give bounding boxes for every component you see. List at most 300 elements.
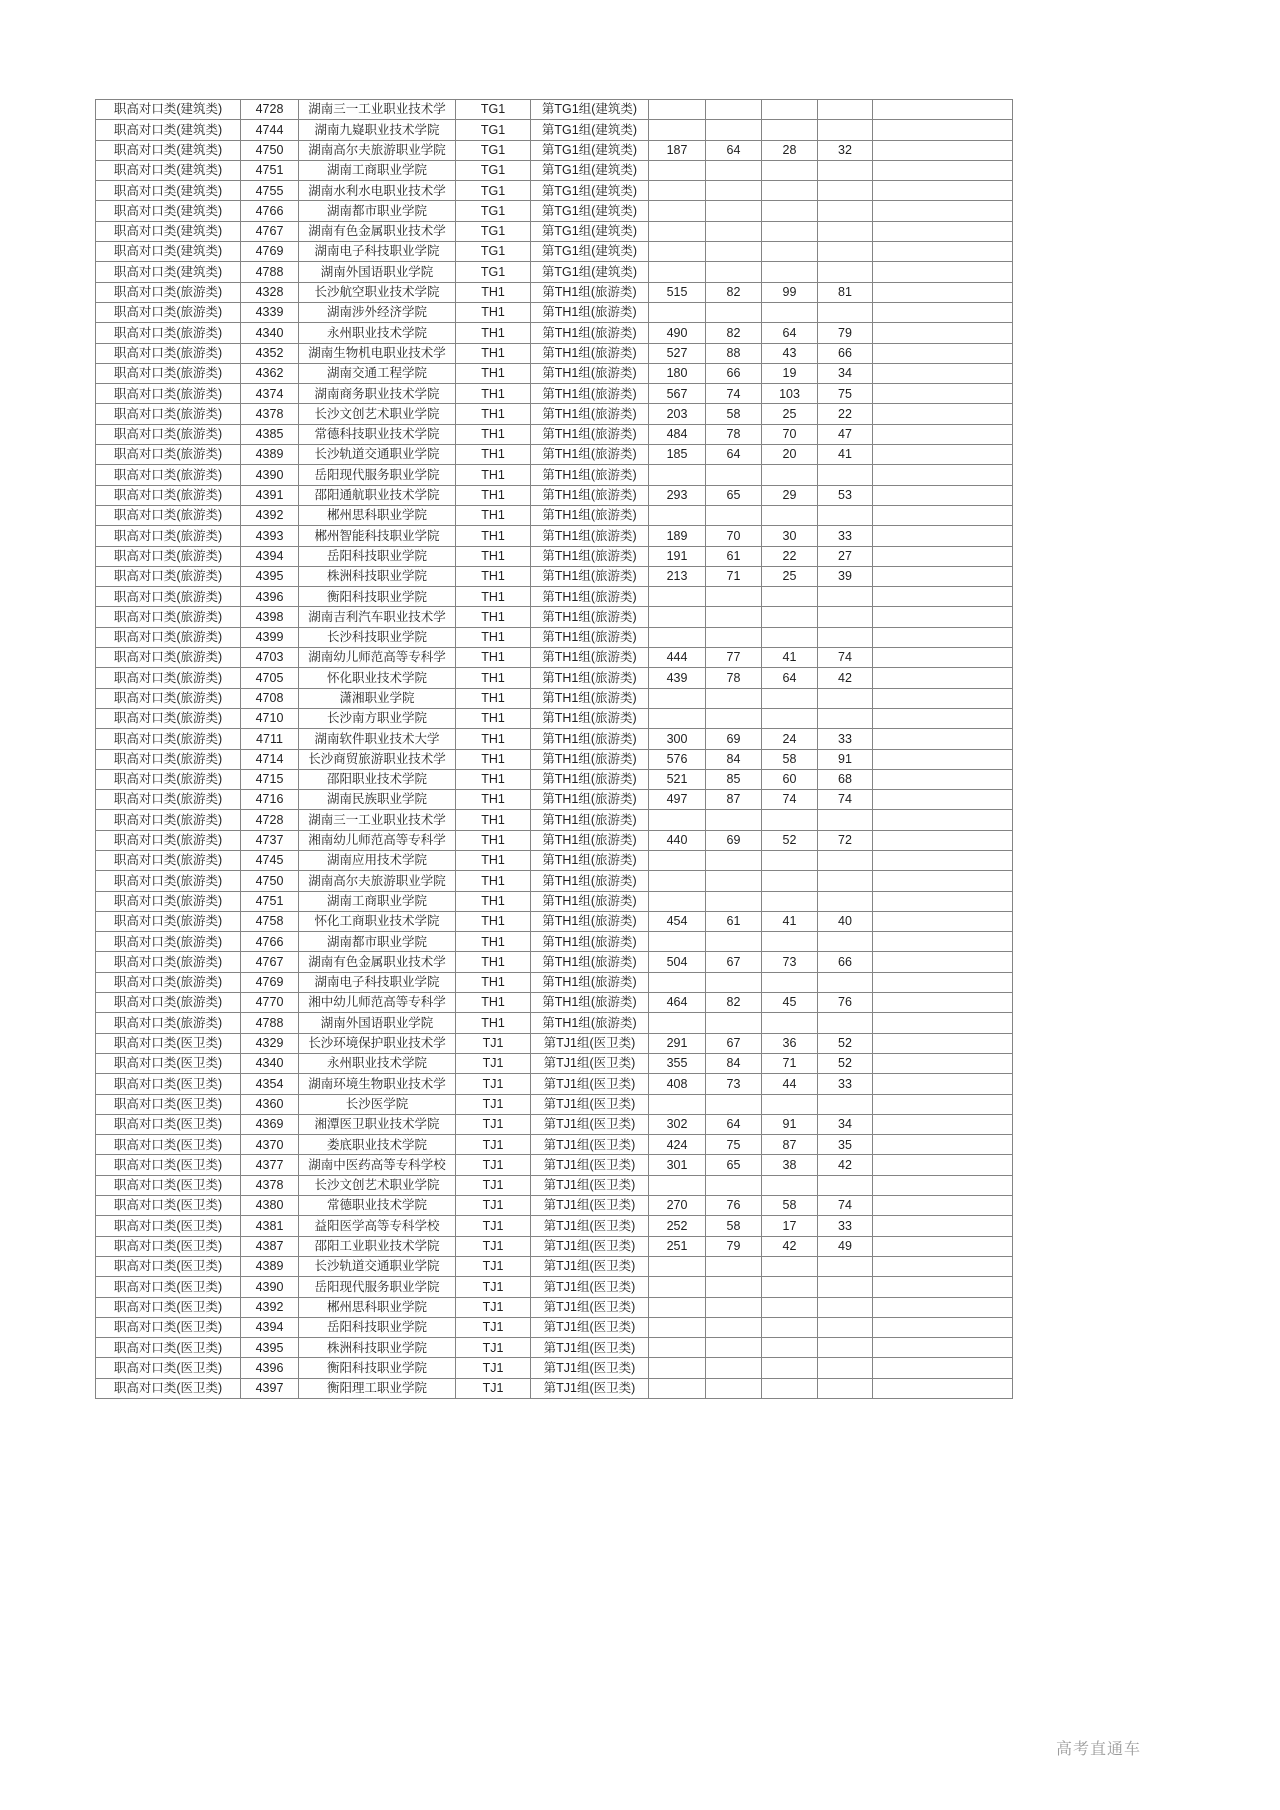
cell-category: 职高对口类(旅游类) — [96, 526, 241, 546]
cell-category: 职高对口类(旅游类) — [96, 952, 241, 972]
cell-blank — [873, 688, 1013, 708]
table-row — [96, 546, 1013, 566]
cell-school: 湖南幼儿师范高等专科学 — [299, 648, 456, 668]
cell-category: 职高对口类(旅游类) — [96, 790, 241, 810]
cell-category: 职高对口类(旅游类) — [96, 1013, 241, 1033]
cell-category: 职高对口类(建筑类) — [96, 160, 241, 180]
cell-school: 怀化职业技术学院 — [299, 668, 456, 688]
cell-group-code: TJ1 — [456, 1338, 531, 1358]
cell-score-4 — [818, 607, 873, 627]
cell-group-code: TG1 — [456, 140, 531, 160]
cell-school: 湖南电子科技职业学院 — [299, 242, 456, 262]
cell-group-code: TH1 — [456, 891, 531, 911]
cell-blank — [873, 221, 1013, 241]
cell-group-code: TJ1 — [456, 1277, 531, 1297]
cell-code: 4394 — [241, 1317, 299, 1337]
cell-group-name: 第TH1组(旅游类) — [531, 424, 649, 444]
cell-score-3: 58 — [762, 749, 818, 769]
cell-score-1: 301 — [649, 1155, 706, 1175]
cell-school: 常德职业技术学院 — [299, 1196, 456, 1216]
cell-score-2 — [706, 810, 762, 830]
score-table-body — [96, 100, 1013, 1399]
cell-blank — [873, 120, 1013, 140]
cell-school: 湖南软件职业技术大学 — [299, 729, 456, 749]
cell-category: 职高对口类(旅游类) — [96, 668, 241, 688]
cell-group-name: 第TH1组(旅游类) — [531, 932, 649, 952]
cell-score-1: 203 — [649, 404, 706, 424]
cell-school: 长沙文创艺术职业学院 — [299, 1175, 456, 1195]
cell-school: 湖南外国语职业学院 — [299, 262, 456, 282]
cell-code: 4728 — [241, 100, 299, 120]
table-row — [96, 749, 1013, 769]
cell-score-3 — [762, 850, 818, 870]
cell-school: 衡阳科技职业学院 — [299, 1358, 456, 1378]
cell-category: 职高对口类(医卫类) — [96, 1196, 241, 1216]
cell-score-2: 64 — [706, 445, 762, 465]
cell-score-2: 65 — [706, 485, 762, 505]
cell-blank — [873, 546, 1013, 566]
cell-blank — [873, 1155, 1013, 1175]
cell-score-3 — [762, 465, 818, 485]
cell-group-name: 第TH1组(旅游类) — [531, 952, 649, 972]
table-row — [96, 1175, 1013, 1195]
cell-score-2: 70 — [706, 526, 762, 546]
cell-score-3: 60 — [762, 769, 818, 789]
cell-school: 湖南都市职业学院 — [299, 932, 456, 952]
cell-group-name: 第TH1组(旅游类) — [531, 749, 649, 769]
cell-score-3: 22 — [762, 546, 818, 566]
cell-category: 职高对口类(旅游类) — [96, 505, 241, 525]
table-row — [96, 1114, 1013, 1134]
cell-blank — [873, 100, 1013, 120]
cell-score-2 — [706, 688, 762, 708]
cell-score-1 — [649, 1317, 706, 1337]
cell-score-2: 58 — [706, 1216, 762, 1236]
table-row — [96, 1196, 1013, 1216]
cell-group-name: 第TJ1组(医卫类) — [531, 1378, 649, 1398]
cell-group-name: 第TH1组(旅游类) — [531, 587, 649, 607]
cell-group-code: TH1 — [456, 810, 531, 830]
cell-school: 湘中幼儿师范高等专科学 — [299, 993, 456, 1013]
cell-score-4 — [818, 972, 873, 992]
cell-code: 4329 — [241, 1033, 299, 1053]
cell-group-name: 第TH1组(旅游类) — [531, 911, 649, 931]
cell-group-name: 第TH1组(旅游类) — [531, 323, 649, 343]
cell-code: 4390 — [241, 465, 299, 485]
cell-score-2: 69 — [706, 729, 762, 749]
cell-score-3: 17 — [762, 1216, 818, 1236]
cell-group-name: 第TJ1组(医卫类) — [531, 1053, 649, 1073]
cell-score-3 — [762, 120, 818, 140]
cell-category: 职高对口类(旅游类) — [96, 282, 241, 302]
cell-group-name: 第TH1组(旅游类) — [531, 546, 649, 566]
cell-score-3 — [762, 871, 818, 891]
cell-score-2 — [706, 242, 762, 262]
cell-blank — [873, 607, 1013, 627]
cell-blank — [873, 323, 1013, 343]
cell-score-4: 76 — [818, 993, 873, 1013]
table-row — [96, 871, 1013, 891]
cell-score-3: 64 — [762, 323, 818, 343]
table-row — [96, 932, 1013, 952]
cell-category: 职高对口类(医卫类) — [96, 1256, 241, 1276]
cell-group-code: TH1 — [456, 972, 531, 992]
cell-group-name: 第TJ1组(医卫类) — [531, 1033, 649, 1053]
cell-group-name: 第TH1组(旅游类) — [531, 830, 649, 850]
cell-school: 衡阳科技职业学院 — [299, 587, 456, 607]
cell-score-2: 61 — [706, 911, 762, 931]
cell-score-1 — [649, 1358, 706, 1378]
table-row — [96, 1317, 1013, 1337]
cell-score-2 — [706, 100, 762, 120]
cell-blank — [873, 627, 1013, 647]
table-row — [96, 485, 1013, 505]
cell-score-1: 464 — [649, 993, 706, 1013]
cell-school: 岳阳现代服务职业学院 — [299, 1277, 456, 1297]
table-row — [96, 363, 1013, 383]
cell-group-code: TG1 — [456, 262, 531, 282]
cell-group-code: TH1 — [456, 343, 531, 363]
cell-score-1 — [649, 120, 706, 140]
cell-score-3 — [762, 262, 818, 282]
table-row — [96, 1135, 1013, 1155]
cell-category: 职高对口类(医卫类) — [96, 1074, 241, 1094]
cell-school: 湘南幼儿师范高等专科学 — [299, 830, 456, 850]
cell-blank — [873, 140, 1013, 160]
cell-score-1 — [649, 1338, 706, 1358]
cell-score-3: 28 — [762, 140, 818, 160]
cell-score-2: 71 — [706, 566, 762, 586]
cell-group-name: 第TH1组(旅游类) — [531, 1013, 649, 1033]
cell-score-4 — [818, 627, 873, 647]
cell-score-2 — [706, 891, 762, 911]
cell-score-3 — [762, 932, 818, 952]
cell-school: 湖南工商职业学院 — [299, 891, 456, 911]
cell-group-name: 第TG1组(建筑类) — [531, 221, 649, 241]
cell-school: 长沙轨道交通职业学院 — [299, 445, 456, 465]
cell-group-name: 第TJ1组(医卫类) — [531, 1256, 649, 1276]
cell-blank — [873, 769, 1013, 789]
cell-group-code: TH1 — [456, 749, 531, 769]
cell-school: 湖南环境生物职业技术学 — [299, 1074, 456, 1094]
table-row — [96, 221, 1013, 241]
cell-group-name: 第TG1组(建筑类) — [531, 120, 649, 140]
cell-blank — [873, 1135, 1013, 1155]
cell-score-4 — [818, 850, 873, 870]
cell-category: 职高对口类(医卫类) — [96, 1277, 241, 1297]
cell-score-2 — [706, 627, 762, 647]
cell-score-1: 567 — [649, 384, 706, 404]
cell-score-3: 30 — [762, 526, 818, 546]
table-row — [96, 850, 1013, 870]
cell-code: 4390 — [241, 1277, 299, 1297]
cell-category: 职高对口类(旅游类) — [96, 607, 241, 627]
cell-blank — [873, 871, 1013, 891]
cell-blank — [873, 749, 1013, 769]
cell-score-3 — [762, 1175, 818, 1195]
cell-score-3 — [762, 708, 818, 728]
cell-score-2 — [706, 871, 762, 891]
cell-score-2 — [706, 1277, 762, 1297]
cell-school: 邵阳职业技术学院 — [299, 769, 456, 789]
admission-score-table — [95, 99, 1013, 1399]
cell-category: 职高对口类(旅游类) — [96, 871, 241, 891]
table-row — [96, 302, 1013, 322]
cell-category: 职高对口类(旅游类) — [96, 769, 241, 789]
cell-school: 湖南商务职业技术学院 — [299, 384, 456, 404]
table-row — [96, 830, 1013, 850]
cell-score-4: 52 — [818, 1053, 873, 1073]
cell-score-4 — [818, 932, 873, 952]
cell-code: 4378 — [241, 404, 299, 424]
cell-school: 湖南有色金属职业技术学 — [299, 952, 456, 972]
cell-code: 4708 — [241, 688, 299, 708]
cell-category: 职高对口类(医卫类) — [96, 1053, 241, 1073]
cell-group-name: 第TG1组(建筑类) — [531, 262, 649, 282]
cell-score-1: 251 — [649, 1236, 706, 1256]
cell-group-code: TH1 — [456, 627, 531, 647]
cell-code: 4755 — [241, 181, 299, 201]
cell-category: 职高对口类(旅游类) — [96, 648, 241, 668]
table-row — [96, 526, 1013, 546]
cell-group-code: TH1 — [456, 302, 531, 322]
cell-score-2 — [706, 181, 762, 201]
cell-group-name: 第TG1组(建筑类) — [531, 181, 649, 201]
cell-category: 职高对口类(医卫类) — [96, 1216, 241, 1236]
cell-blank — [873, 1216, 1013, 1236]
cell-score-2: 84 — [706, 1053, 762, 1073]
cell-score-4 — [818, 1094, 873, 1114]
cell-group-name: 第TH1组(旅游类) — [531, 891, 649, 911]
table-row — [96, 424, 1013, 444]
cell-score-1 — [649, 1297, 706, 1317]
cell-category: 职高对口类(旅游类) — [96, 485, 241, 505]
cell-score-1 — [649, 607, 706, 627]
cell-score-4: 27 — [818, 546, 873, 566]
cell-code: 4389 — [241, 445, 299, 465]
cell-blank — [873, 201, 1013, 221]
table-row — [96, 688, 1013, 708]
table-row — [96, 810, 1013, 830]
cell-score-3 — [762, 587, 818, 607]
cell-score-4 — [818, 1317, 873, 1337]
cell-score-2 — [706, 262, 762, 282]
cell-school: 湖南高尔夫旅游职业学院 — [299, 140, 456, 160]
cell-code: 4769 — [241, 972, 299, 992]
cell-group-code: TJ1 — [456, 1114, 531, 1134]
cell-school: 湖南涉外经济学院 — [299, 302, 456, 322]
cell-blank — [873, 262, 1013, 282]
cell-group-code: TG1 — [456, 181, 531, 201]
cell-school: 岳阳科技职业学院 — [299, 546, 456, 566]
cell-group-code: TH1 — [456, 688, 531, 708]
cell-category: 职高对口类(旅游类) — [96, 850, 241, 870]
cell-score-1 — [649, 810, 706, 830]
cell-score-1 — [649, 181, 706, 201]
table-row — [96, 587, 1013, 607]
cell-blank — [873, 505, 1013, 525]
cell-score-4: 32 — [818, 140, 873, 160]
cell-blank — [873, 1053, 1013, 1073]
cell-score-3 — [762, 160, 818, 180]
cell-group-code: TH1 — [456, 546, 531, 566]
cell-group-code: TG1 — [456, 160, 531, 180]
cell-category: 职高对口类(旅游类) — [96, 302, 241, 322]
cell-score-1: 521 — [649, 769, 706, 789]
cell-score-4: 52 — [818, 1033, 873, 1053]
cell-school: 湖南九嶷职业技术学院 — [299, 120, 456, 140]
cell-code: 4395 — [241, 566, 299, 586]
cell-category: 职高对口类(旅游类) — [96, 911, 241, 931]
cell-group-name: 第TG1组(建筑类) — [531, 140, 649, 160]
cell-code: 4339 — [241, 302, 299, 322]
cell-score-2 — [706, 1013, 762, 1033]
cell-group-name: 第TH1组(旅游类) — [531, 363, 649, 383]
cell-score-4 — [818, 465, 873, 485]
cell-category: 职高对口类(建筑类) — [96, 120, 241, 140]
cell-score-3 — [762, 1277, 818, 1297]
cell-category: 职高对口类(医卫类) — [96, 1378, 241, 1398]
cell-blank — [873, 972, 1013, 992]
cell-group-name: 第TG1组(建筑类) — [531, 100, 649, 120]
cell-group-name: 第TJ1组(医卫类) — [531, 1297, 649, 1317]
cell-score-1 — [649, 1378, 706, 1398]
cell-blank — [873, 160, 1013, 180]
cell-group-code: TJ1 — [456, 1135, 531, 1155]
cell-category: 职高对口类(旅游类) — [96, 688, 241, 708]
cell-group-name: 第TJ1组(医卫类) — [531, 1216, 649, 1236]
cell-category: 职高对口类(医卫类) — [96, 1135, 241, 1155]
cell-score-1: 439 — [649, 668, 706, 688]
cell-score-2: 82 — [706, 323, 762, 343]
cell-score-3 — [762, 1317, 818, 1337]
cell-score-4 — [818, 100, 873, 120]
cell-code: 4728 — [241, 810, 299, 830]
cell-code: 4744 — [241, 120, 299, 140]
cell-group-name: 第TJ1组(医卫类) — [531, 1338, 649, 1358]
cell-score-4: 35 — [818, 1135, 873, 1155]
table-row — [96, 668, 1013, 688]
cell-code: 4393 — [241, 526, 299, 546]
cell-score-1 — [649, 505, 706, 525]
cell-group-code: TH1 — [456, 993, 531, 1013]
cell-group-code: TH1 — [456, 323, 531, 343]
cell-group-code: TH1 — [456, 708, 531, 728]
cell-score-4: 42 — [818, 1155, 873, 1175]
table-row — [96, 1256, 1013, 1276]
cell-score-1 — [649, 262, 706, 282]
cell-blank — [873, 1236, 1013, 1256]
cell-code: 4392 — [241, 1297, 299, 1317]
cell-code: 4396 — [241, 1358, 299, 1378]
cell-score-3: 29 — [762, 485, 818, 505]
cell-group-name: 第TJ1组(医卫类) — [531, 1196, 649, 1216]
cell-category: 职高对口类(旅游类) — [96, 566, 241, 586]
cell-code: 4751 — [241, 160, 299, 180]
cell-code: 4340 — [241, 1053, 299, 1073]
table-row — [96, 1155, 1013, 1175]
cell-category: 职高对口类(旅游类) — [96, 343, 241, 363]
cell-group-name: 第TH1组(旅游类) — [531, 566, 649, 586]
cell-category: 职高对口类(旅游类) — [96, 627, 241, 647]
cell-school: 长沙科技职业学院 — [299, 627, 456, 647]
cell-group-code: TJ1 — [456, 1074, 531, 1094]
cell-score-1: 497 — [649, 790, 706, 810]
cell-group-code: TJ1 — [456, 1216, 531, 1236]
cell-score-2: 79 — [706, 1236, 762, 1256]
cell-group-name: 第TH1组(旅游类) — [531, 668, 649, 688]
cell-group-name: 第TJ1组(医卫类) — [531, 1094, 649, 1114]
cell-score-3: 45 — [762, 993, 818, 1013]
cell-score-3 — [762, 1338, 818, 1358]
cell-school: 湖南三一工业职业技术学 — [299, 100, 456, 120]
cell-group-code: TJ1 — [456, 1033, 531, 1053]
cell-school: 常德科技职业技术学院 — [299, 424, 456, 444]
cell-score-4: 34 — [818, 1114, 873, 1134]
cell-group-name: 第TH1组(旅游类) — [531, 384, 649, 404]
cell-score-3 — [762, 1378, 818, 1398]
table-row — [96, 505, 1013, 525]
cell-score-1: 185 — [649, 445, 706, 465]
cell-score-4 — [818, 1297, 873, 1317]
cell-blank — [873, 932, 1013, 952]
cell-school: 湖南三一工业职业技术学 — [299, 810, 456, 830]
cell-code: 4711 — [241, 729, 299, 749]
cell-group-code: TH1 — [456, 668, 531, 688]
cell-score-4 — [818, 871, 873, 891]
cell-group-code: TH1 — [456, 424, 531, 444]
cell-blank — [873, 1196, 1013, 1216]
cell-score-3: 19 — [762, 363, 818, 383]
cell-score-4 — [818, 201, 873, 221]
cell-group-code: TG1 — [456, 100, 531, 120]
cell-score-2: 74 — [706, 384, 762, 404]
table-row — [96, 445, 1013, 465]
cell-score-2 — [706, 1297, 762, 1317]
cell-code: 4370 — [241, 1135, 299, 1155]
cell-group-name: 第TH1组(旅游类) — [531, 769, 649, 789]
cell-score-3 — [762, 891, 818, 911]
cell-score-1 — [649, 221, 706, 241]
cell-score-1 — [649, 1277, 706, 1297]
cell-score-1 — [649, 850, 706, 870]
cell-code: 4788 — [241, 262, 299, 282]
table-row — [96, 100, 1013, 120]
cell-score-1 — [649, 100, 706, 120]
cell-score-2 — [706, 932, 762, 952]
cell-school: 邵阳工业职业技术学院 — [299, 1236, 456, 1256]
cell-category: 职高对口类(建筑类) — [96, 201, 241, 221]
cell-score-2 — [706, 708, 762, 728]
cell-score-4 — [818, 1338, 873, 1358]
cell-category: 职高对口类(旅游类) — [96, 749, 241, 769]
table-row — [96, 404, 1013, 424]
cell-score-3: 103 — [762, 384, 818, 404]
cell-score-1 — [649, 587, 706, 607]
table-row — [96, 1094, 1013, 1114]
cell-score-3 — [762, 1297, 818, 1317]
cell-group-code: TH1 — [456, 505, 531, 525]
cell-score-4 — [818, 810, 873, 830]
cell-blank — [873, 302, 1013, 322]
cell-score-4: 74 — [818, 648, 873, 668]
cell-school: 株洲科技职业学院 — [299, 566, 456, 586]
cell-category: 职高对口类(旅游类) — [96, 932, 241, 952]
cell-code: 4378 — [241, 1175, 299, 1195]
cell-code: 4750 — [241, 140, 299, 160]
cell-score-3: 91 — [762, 1114, 818, 1134]
table-row — [96, 181, 1013, 201]
